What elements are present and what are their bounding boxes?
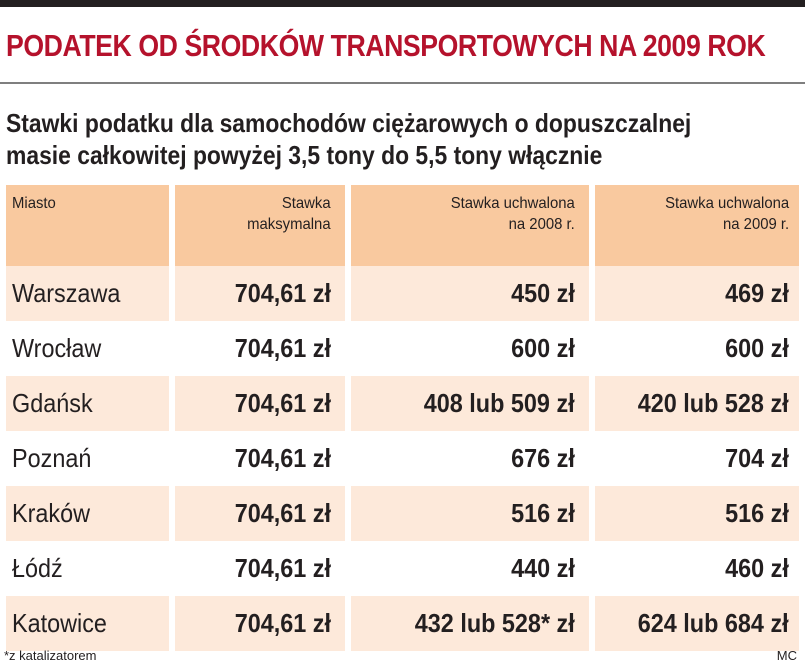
rate-value: 432 lub 528* zł <box>414 608 575 638</box>
rate-cell <box>175 596 345 651</box>
rate-cell <box>595 486 799 541</box>
column-header-line: Stawka uchwalona <box>664 195 789 212</box>
rate-value: 704 zł <box>725 443 789 473</box>
column-header-line: na 2009 r. <box>722 216 789 233</box>
rate-cell <box>175 376 345 431</box>
rate-cell <box>351 541 589 596</box>
table-row <box>6 376 799 431</box>
column-header-line: Stawka <box>282 195 332 212</box>
city-cell <box>6 596 169 651</box>
column-header-line: maksymalna <box>247 216 332 233</box>
rate-value: 704,61 zł <box>234 388 332 418</box>
footnote: *z katalizatorem <box>4 648 97 663</box>
rate-cell <box>351 376 589 431</box>
rate-value: 408 lub 509 zł <box>423 388 575 418</box>
rate-value: 440 zł <box>511 553 575 583</box>
rate-cell <box>595 596 799 651</box>
rate-cell <box>175 321 345 376</box>
rate-value: 676 zł <box>511 443 575 473</box>
rate-value: 450 zł <box>511 278 575 308</box>
rate-cell <box>175 266 345 321</box>
rate-value: 600 zł <box>511 333 575 363</box>
rate-value: 704,61 zł <box>234 333 332 363</box>
table-row <box>6 596 799 651</box>
city-name: Warszawa <box>12 278 121 308</box>
table-row <box>6 266 799 321</box>
credit: MC <box>776 648 797 663</box>
city-cell <box>6 541 169 596</box>
table-row <box>6 486 799 541</box>
column-header-line: na 2008 r. <box>508 216 575 233</box>
table-row <box>6 321 799 376</box>
rate-cell <box>595 431 799 486</box>
rate-value: 469 zł <box>725 278 789 308</box>
chart-subtitle <box>6 107 798 171</box>
table-row <box>6 431 799 486</box>
city-cell <box>6 321 169 376</box>
city-name: Kraków <box>12 498 91 528</box>
rate-value: 624 lub 684 zł <box>638 608 789 638</box>
rate-cell <box>175 486 345 541</box>
city-name: Gdańsk <box>12 388 93 418</box>
rate-value: 704,61 zł <box>234 553 332 583</box>
rate-cell <box>595 541 799 596</box>
rate-value: 704,61 zł <box>234 278 332 308</box>
subtitle-line-2: masie całkowitej powyżej 3,5 tony do 5,5 tony włącznie <box>6 140 603 170</box>
rate-cell <box>351 596 589 651</box>
rate-value: 460 zł <box>725 553 789 583</box>
rate-cell <box>175 431 345 486</box>
rate-cell <box>175 541 345 596</box>
rate-value: 704,61 zł <box>234 443 332 473</box>
top-rule <box>0 0 805 7</box>
city-cell <box>6 486 169 541</box>
rate-cell <box>351 266 589 321</box>
rate-cell <box>595 376 799 431</box>
column-header-line: Miasto <box>12 195 56 212</box>
subtitle-line-1: Stawki podatku dla samochodów ciężarowych o dopuszczalnej <box>6 108 692 138</box>
rate-cell <box>351 431 589 486</box>
rate-value: 600 zł <box>725 333 789 363</box>
column-header <box>175 185 345 266</box>
rate-cell <box>595 266 799 321</box>
table-body <box>6 185 799 651</box>
rate-cell <box>595 321 799 376</box>
city-cell <box>6 431 169 486</box>
table-row <box>6 541 799 596</box>
city-cell <box>6 376 169 431</box>
city-name: Łódź <box>12 553 63 583</box>
rate-value: 516 zł <box>511 498 575 528</box>
title-rule <box>0 82 805 84</box>
city-name: Poznań <box>12 443 92 473</box>
city-name: Wrocław <box>12 333 102 363</box>
column-header <box>6 185 169 266</box>
rate-value: 704,61 zł <box>234 608 332 638</box>
column-header <box>595 185 799 266</box>
city-cell <box>6 266 169 321</box>
rate-cell <box>351 486 589 541</box>
city-name: Katowice <box>12 608 107 638</box>
rate-value: 516 zł <box>725 498 789 528</box>
column-header-line: Stawka uchwalona <box>450 195 575 212</box>
chart-title: PODATEK OD ŚRODKÓW TRANSPORTOWYCH NA 2009 ROK <box>6 28 766 63</box>
rate-cell <box>351 321 589 376</box>
column-header <box>351 185 589 266</box>
rate-value: 420 lub 528 zł <box>638 388 789 418</box>
tax-table <box>0 185 805 651</box>
header-row <box>6 185 799 266</box>
rate-value: 704,61 zł <box>234 498 332 528</box>
